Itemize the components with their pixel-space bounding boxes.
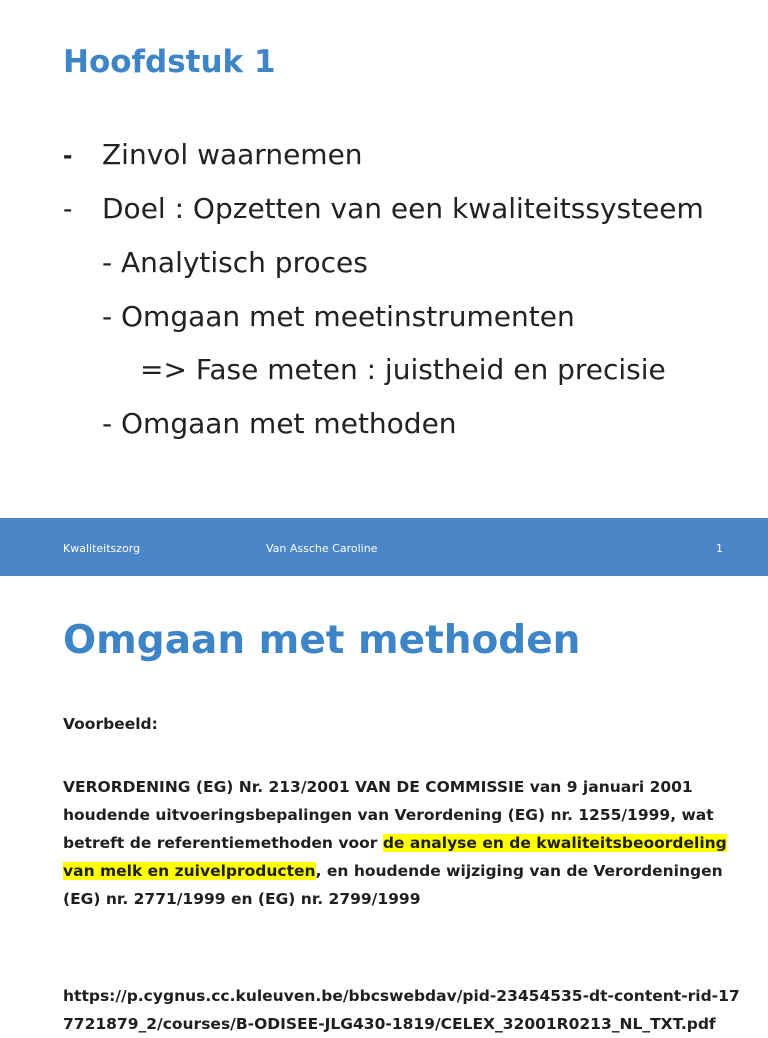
slide-1 [0, 0, 768, 518]
footer-page-number: 1 [716, 542, 723, 555]
source-url[interactable]: https://p.cygnus.cc.kuleuven.be/bbcswebdav/pid-23454535-dt-content-rid-177721879_2/courses/B-ODISEE-JLG430-1819/CELEX_32001R0213_NL_TXT.pdf [63, 987, 740, 1033]
bullet-zinvol-waarnemen: Zinvol waarnemen [102, 138, 363, 171]
highlighted-text: de analyse en de kwaliteitsbeoordeling van melk en zuivelproducten [63, 834, 727, 880]
paragraph-text: , en houdende wijziging van de Verordeningen (EG) nr. 2771/1999 en (EG) nr. 2799/1999 [63, 862, 723, 908]
footer-course: Kwaliteitszorg [63, 542, 141, 555]
footer-author: Van Assche Caroline [266, 542, 378, 555]
slide-2 [0, 576, 768, 1033]
paragraph-text: VERORDENING (EG) Nr. 213/2001 VAN DE COMMISSIE van 9 januari 2001 houdende uitvoeringsbepalingen van Verordening (EG) nr. 1255/1999, wat betreft de referentiemethoden voor [63, 778, 714, 852]
sub-sub-bullet-fase-meten: => Fase meten : juistheid en precisie [140, 353, 666, 386]
bullet-doel: Doel : Opzetten van een kwaliteitssysteem [102, 192, 704, 225]
slide-title: Omgaan met methoden [63, 618, 581, 663]
slide-title: Hoofdstuk 1 [63, 44, 276, 80]
bullet-dash: - [63, 193, 73, 224]
slide-footer [0, 518, 768, 576]
regulation-paragraph [63, 773, 743, 913]
bullet-dash: - [63, 139, 73, 170]
sub-bullet-meetinstrumenten: - Omgaan met meetinstrumenten [102, 300, 575, 333]
sub-bullet-analytisch-proces: - Analytisch proces [102, 246, 368, 279]
example-label: Voorbeeld: [63, 715, 158, 733]
sub-bullet-methoden: - Omgaan met methoden [102, 407, 457, 440]
